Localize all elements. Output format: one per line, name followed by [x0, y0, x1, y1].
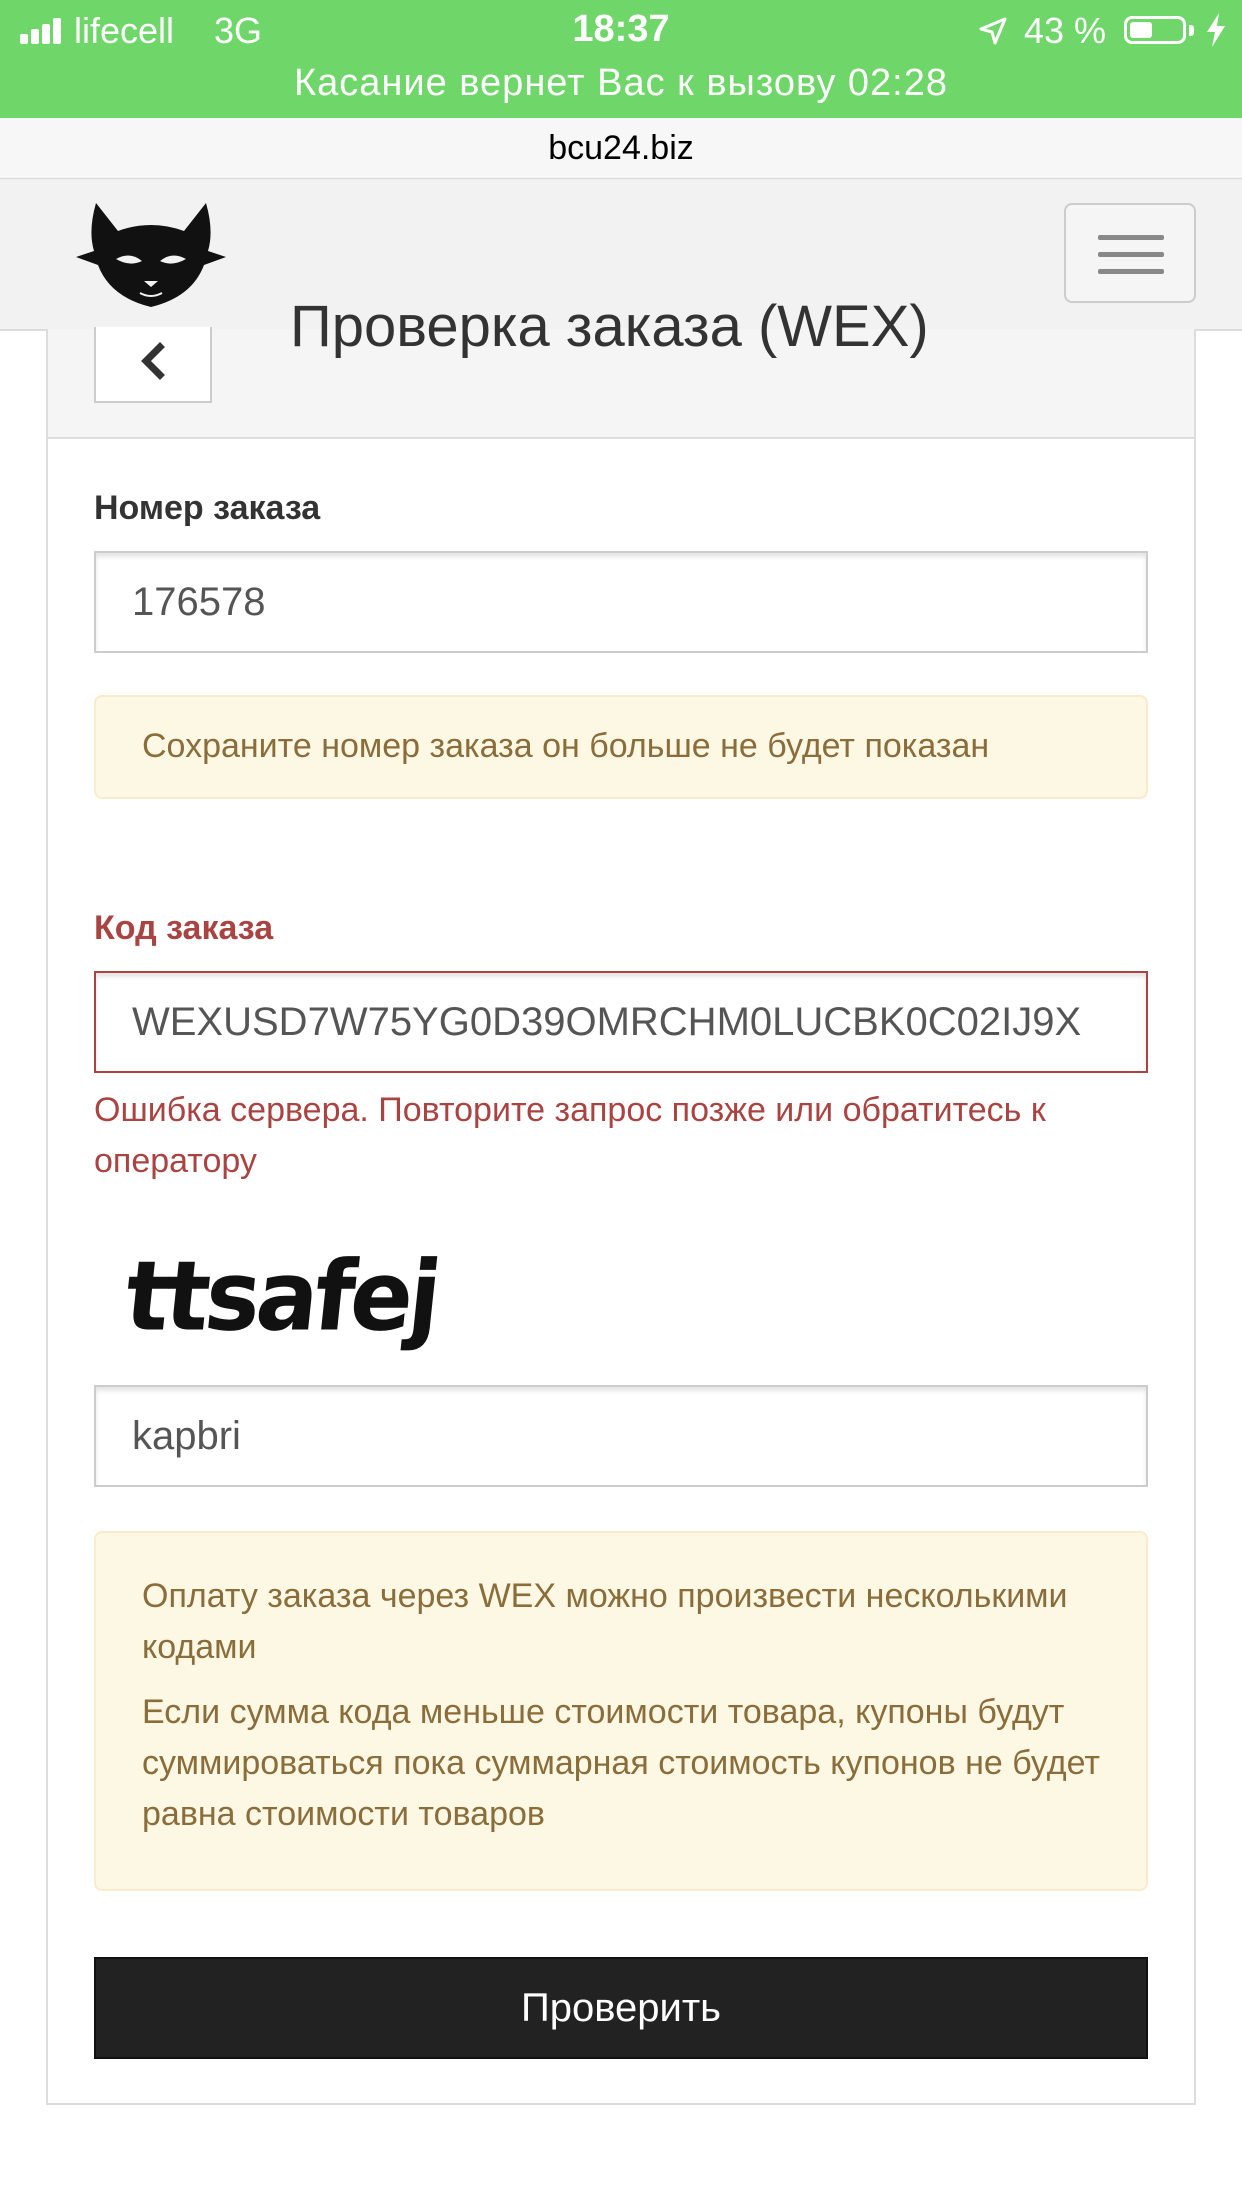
- order-check-panel: [46, 294, 1196, 2105]
- menu-toggle-button[interactable]: [1064, 203, 1196, 303]
- page-title: Проверка заказа (WEX): [290, 294, 929, 359]
- order-code-label: Код заказа: [94, 909, 274, 947]
- save-order-notice: [94, 695, 1148, 799]
- charging-bolt-icon: [1204, 12, 1228, 48]
- cat-head-logo[interactable]: [74, 201, 228, 311]
- battery-level: [1130, 22, 1152, 38]
- hamburger-icon: [1098, 235, 1164, 240]
- order-number-input[interactable]: [94, 551, 1148, 653]
- status-row: [0, 0, 1242, 62]
- carrier-name: lifecell: [74, 10, 175, 51]
- battery-percent: 43 %: [1024, 10, 1107, 51]
- location-arrow-icon: [978, 16, 1008, 46]
- return-to-call-banner[interactable]: Касание вернет Вас к вызову 02:28: [293, 62, 948, 104]
- network-type: 3G: [214, 10, 263, 51]
- server-error-message: Ошибка сервера. Повторите запрос позже или обратитесь к оператору: [94, 1091, 1046, 1180]
- status-time: 18:37: [572, 8, 670, 50]
- wex-info-line-1: Оплату заказа через WEX можно произвести несколькими кодами: [142, 1577, 1068, 1666]
- status-bar[interactable]: [0, 0, 1242, 118]
- battery-tip: [1189, 25, 1194, 36]
- wex-payment-info: [94, 1531, 1148, 1891]
- captcha-image: ttsafej: [120, 1240, 443, 1353]
- url-bar[interactable]: bcu24.biz: [0, 118, 1242, 179]
- battery-icon: [1124, 16, 1186, 44]
- chevron-left-icon: [136, 339, 170, 385]
- order-number-label: Номер заказа: [94, 489, 321, 527]
- check-button[interactable]: Проверить: [94, 1957, 1148, 2059]
- captcha-input[interactable]: [94, 1385, 1148, 1487]
- panel-heading: [48, 294, 1194, 439]
- order-code-input[interactable]: [94, 971, 1148, 1073]
- back-button[interactable]: [94, 327, 212, 403]
- save-order-notice-text: Сохраните номер заказа он больше не будет показан: [142, 727, 990, 765]
- wex-info-line-2: Если сумма кода меньше стоимости товара, купоны будут суммироваться пока суммарная стоимость купонов не будет равна стоимости товаров: [142, 1693, 1100, 1833]
